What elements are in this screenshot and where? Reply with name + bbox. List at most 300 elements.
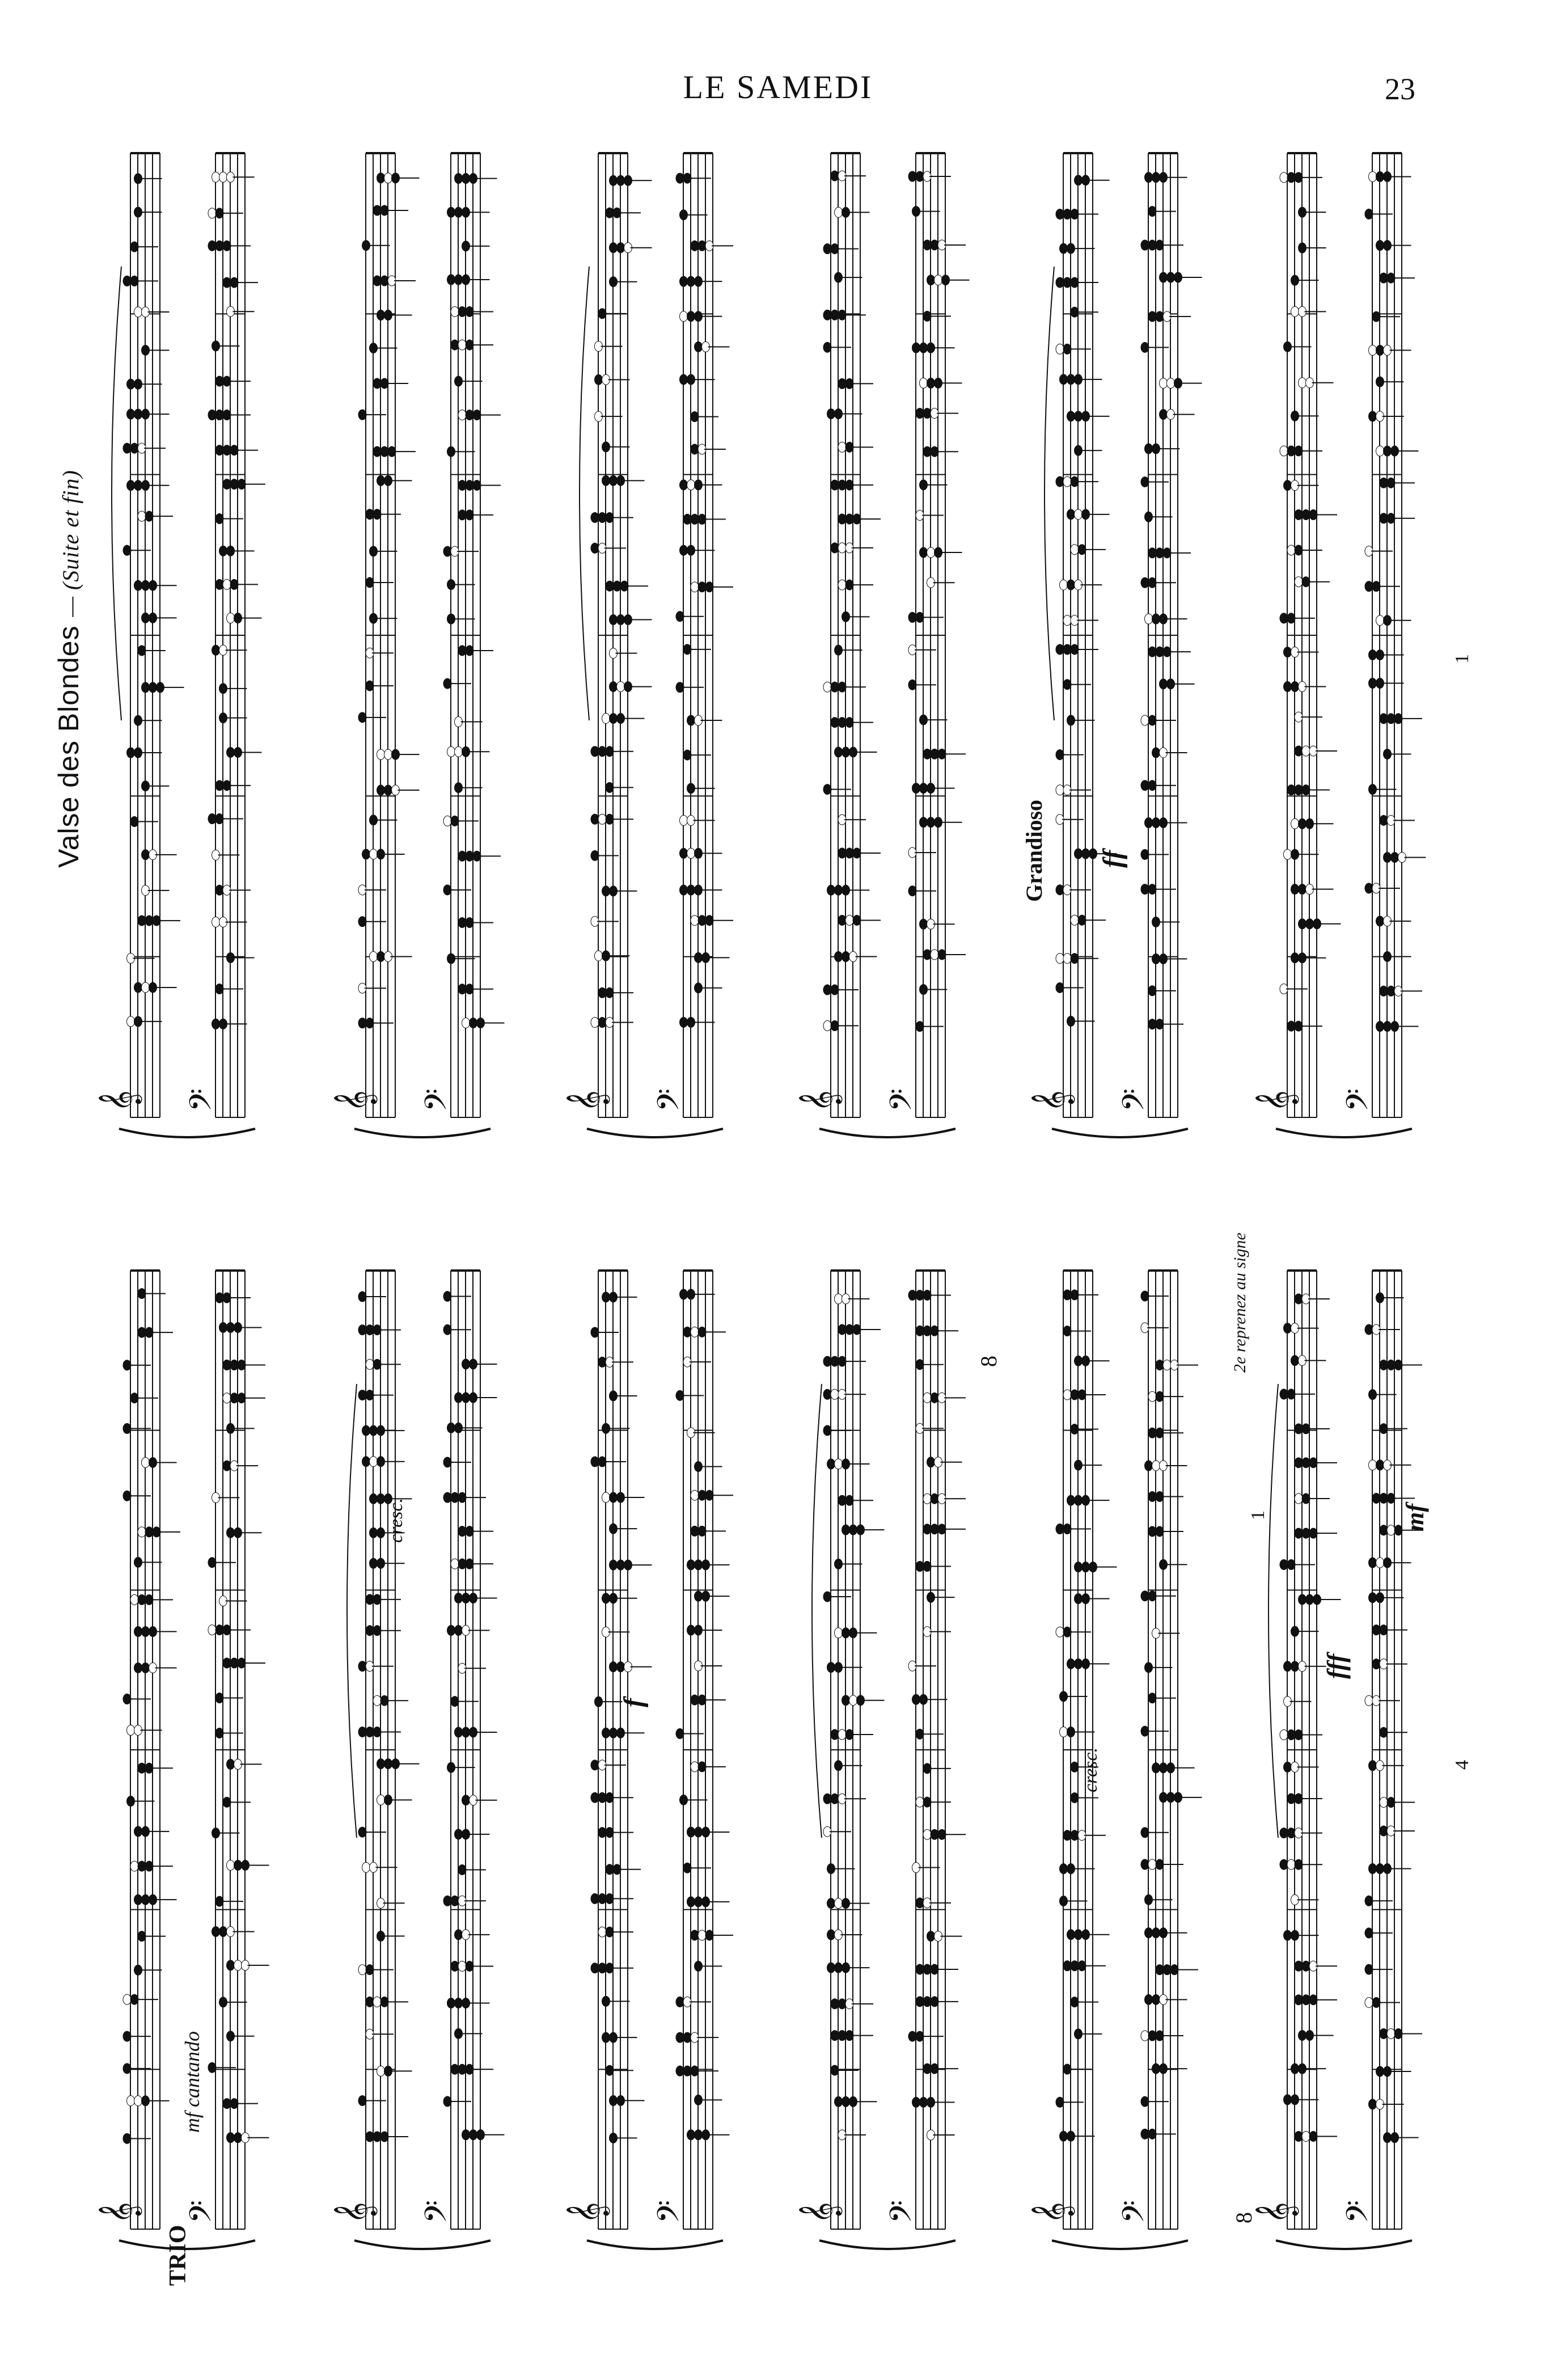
- note-head: [680, 276, 688, 286]
- note-head: [208, 208, 216, 218]
- note-head: [680, 311, 688, 322]
- bass-clef-icon: 𝄢: [652, 2200, 694, 2223]
- note-head: [916, 1997, 924, 2007]
- note-head: [130, 1861, 138, 1871]
- note-head: [838, 718, 846, 728]
- note-head: [1071, 1961, 1079, 1971]
- note-head: [142, 1457, 150, 1467]
- note-head: [1060, 374, 1068, 385]
- note-head: [1306, 1594, 1314, 1605]
- note-head: [695, 341, 703, 352]
- note-head: [1284, 1762, 1292, 1772]
- note-head: [358, 1727, 366, 1737]
- note-head: [462, 1392, 470, 1403]
- note-head: [1075, 509, 1083, 520]
- note-head: [1148, 1491, 1156, 1501]
- note-head: [931, 1392, 938, 1403]
- note-head: [912, 343, 920, 353]
- note-head: [687, 1625, 695, 1635]
- note-head: [598, 746, 606, 757]
- note-head: [683, 2032, 691, 2043]
- note-head: [466, 410, 473, 420]
- note-head: [1167, 378, 1175, 389]
- note-head: [377, 173, 385, 183]
- note-head: [691, 582, 699, 592]
- note-head: [1141, 780, 1149, 791]
- note-head: [823, 1389, 831, 1399]
- note-head: [1369, 1460, 1377, 1470]
- note-head: [1384, 446, 1392, 456]
- note-head: [377, 310, 385, 320]
- note-head: [462, 174, 470, 184]
- note-head: [691, 1526, 699, 1536]
- note-head: [1287, 172, 1295, 183]
- note-head: [373, 446, 381, 457]
- note-head: [680, 885, 688, 895]
- piece-title-sub: — (Suite et fin): [58, 470, 83, 617]
- note-head: [123, 1994, 131, 2005]
- note-head: [451, 2064, 459, 2074]
- note-head: [1152, 172, 1160, 183]
- note-head: [466, 851, 473, 861]
- note-head: [138, 1861, 146, 1871]
- note-head: [935, 275, 942, 285]
- note-head: [602, 714, 610, 724]
- note-head: [1284, 849, 1292, 859]
- note-head: [358, 1325, 366, 1335]
- note-head: [1063, 615, 1071, 626]
- note-head: [591, 543, 599, 553]
- note-head: [923, 408, 931, 419]
- note-head: [1302, 1528, 1310, 1538]
- note-head: [591, 814, 599, 824]
- note-head: [227, 748, 235, 758]
- note-head: [362, 1862, 370, 1872]
- note-head: [455, 1392, 463, 1403]
- treble-clef-icon: 𝄞: [334, 1090, 376, 1112]
- note-head: [234, 1960, 242, 1970]
- note-head: [1160, 410, 1168, 420]
- note-head: [1141, 1859, 1149, 1870]
- note-head: [1302, 1458, 1310, 1468]
- note-head: [1384, 1022, 1392, 1032]
- note-head: [1387, 714, 1395, 724]
- note-head: [366, 1325, 374, 1335]
- note-head: [687, 276, 695, 286]
- system-brace: [1052, 1129, 1188, 1137]
- note-head: [142, 613, 150, 623]
- note-head: [1376, 1864, 1384, 1874]
- note-head: [219, 172, 227, 182]
- note-head: [1287, 785, 1295, 795]
- note-head: [591, 1893, 599, 1904]
- treble-clef-icon: 𝄞: [799, 2202, 841, 2223]
- note-head: [1056, 476, 1064, 487]
- note-head: [1280, 172, 1288, 183]
- note-head: [920, 2097, 928, 2107]
- note-head: [838, 514, 846, 524]
- note-head: [223, 445, 231, 455]
- note-head: [208, 1625, 216, 1635]
- note-head: [1163, 1360, 1171, 1370]
- note-head: [358, 1661, 366, 1672]
- note-head: [208, 814, 216, 824]
- note-head: [823, 985, 831, 995]
- note-head: [923, 1997, 931, 2007]
- footnote-mark-right: 4: [1452, 1760, 1473, 1770]
- note-head: [234, 1860, 242, 1871]
- note-head: [920, 919, 928, 929]
- note-head: [1284, 2095, 1292, 2105]
- note-head: [602, 1492, 610, 1503]
- note-head: [835, 1963, 843, 1973]
- note-head: [831, 1999, 839, 2009]
- footnote-mark-left: 1: [1452, 654, 1473, 664]
- note-head: [1148, 1526, 1156, 1537]
- note-head: [138, 1527, 146, 1537]
- note-head: [223, 277, 231, 288]
- note-head: [927, 275, 935, 285]
- note-head: [377, 951, 385, 961]
- note-head: [1056, 953, 1064, 964]
- note-head: [455, 1593, 463, 1603]
- note-head: [1075, 411, 1083, 421]
- note-head: [138, 1594, 146, 1605]
- note-head: [462, 1593, 470, 1603]
- piece-title-main: Valse des Blondes: [53, 625, 84, 868]
- note-head: [458, 1526, 466, 1537]
- note-head: [831, 480, 839, 490]
- note-head: [827, 1459, 835, 1469]
- note-head: [130, 443, 138, 453]
- note-head: [1148, 240, 1156, 250]
- note-head: [610, 175, 618, 185]
- note-head: [595, 374, 603, 385]
- note-head: [1372, 1659, 1380, 1669]
- treble-clef-icon: 𝄞: [1031, 1090, 1073, 1112]
- note-head: [591, 1760, 599, 1770]
- note-head: [683, 514, 691, 524]
- note-head: [451, 1961, 459, 1971]
- marking-cresc-2: cresc.: [1080, 1748, 1101, 1792]
- note-head: [223, 1360, 231, 1370]
- note-head: [687, 715, 695, 725]
- note-head: [447, 207, 455, 217]
- note-head: [835, 952, 843, 962]
- note-head: [691, 444, 699, 454]
- note-head: [1299, 1594, 1306, 1605]
- note-head: [842, 1525, 850, 1535]
- system-brace: [1276, 1129, 1412, 1137]
- note-head: [823, 1794, 831, 1804]
- note-head: [219, 1926, 227, 1936]
- note-head: [1145, 1461, 1153, 1471]
- note-head: [1376, 345, 1384, 356]
- note-head: [1071, 1830, 1079, 1841]
- note-head: [1160, 1792, 1168, 1803]
- note-head: [1299, 919, 1306, 929]
- note-head: [377, 1759, 385, 1769]
- note-head: [1280, 1389, 1288, 1399]
- note-head: [610, 1492, 618, 1503]
- note-head: [1060, 2131, 1068, 2141]
- note-head: [1280, 1559, 1288, 1569]
- note-head: [698, 1930, 706, 1940]
- note-head: [610, 714, 618, 724]
- note-head: [1376, 446, 1384, 456]
- note-head: [923, 1493, 931, 1504]
- note-head: [687, 848, 695, 858]
- note-head: [835, 2096, 843, 2107]
- note-head: [455, 275, 463, 285]
- note-head: [1145, 444, 1153, 454]
- note-head: [838, 2031, 846, 2041]
- note-head: [838, 543, 846, 553]
- note-head: [923, 1524, 931, 1534]
- note-head: [1145, 172, 1153, 183]
- note-head: [358, 1390, 366, 1400]
- note-head: [142, 982, 150, 993]
- note-head: [123, 276, 131, 286]
- note-head: [458, 510, 466, 520]
- system-brace: [354, 2240, 491, 2249]
- note-head: [227, 1960, 235, 1970]
- note-head: [470, 2130, 477, 2140]
- note-head: [908, 612, 916, 622]
- note-head: [366, 509, 374, 520]
- note-head: [1145, 1928, 1153, 1938]
- note-head: [142, 580, 150, 590]
- note-head: [1384, 853, 1392, 863]
- system-brace: [819, 1129, 955, 1137]
- note-head: [1148, 1019, 1156, 1029]
- note-head: [373, 1997, 381, 2007]
- marking-ottava-2: 8: [1231, 2212, 1257, 2223]
- note-head: [1302, 509, 1310, 520]
- note-head: [1141, 2129, 1149, 2139]
- note-head: [835, 1628, 843, 1638]
- note-head: [838, 1729, 846, 1740]
- slur: [580, 267, 589, 720]
- note-head: [215, 240, 223, 251]
- note-head: [838, 378, 846, 389]
- note-head: [687, 311, 695, 322]
- note-head: [366, 1997, 374, 2007]
- note-head: [823, 682, 831, 692]
- note-head: [606, 581, 614, 591]
- system-brace: [354, 1129, 491, 1137]
- note-head: [370, 1558, 378, 1568]
- note-head: [1280, 613, 1288, 623]
- note-head: [458, 645, 466, 656]
- note-head: [377, 475, 385, 486]
- note-head: [1063, 1290, 1071, 1300]
- note-head: [680, 848, 688, 858]
- note-head: [1280, 1729, 1288, 1740]
- note-head: [458, 918, 466, 928]
- note-head: [617, 682, 625, 692]
- note-head: [134, 480, 142, 491]
- note-head: [1156, 311, 1164, 322]
- note-head: [908, 2031, 916, 2041]
- note-head: [1365, 581, 1373, 592]
- note-head: [1291, 1661, 1299, 1672]
- note-head: [1376, 1558, 1384, 1568]
- note-head: [1145, 818, 1153, 828]
- note-head: [827, 1662, 835, 1673]
- note-head: [923, 2063, 931, 2074]
- note-head: [680, 480, 688, 490]
- note-head: [1376, 171, 1384, 182]
- note-head: [598, 1828, 606, 1838]
- note-head: [1141, 884, 1149, 894]
- bass-clef-icon: 𝄢: [419, 1088, 461, 1112]
- note-head: [142, 850, 150, 860]
- note-head: [380, 446, 388, 457]
- note-head: [687, 1897, 695, 1907]
- note-head: [680, 374, 688, 385]
- note-head: [916, 408, 924, 419]
- marking-ottava-1: 8: [976, 1356, 1001, 1367]
- note-head: [443, 1896, 451, 1906]
- note-head: [610, 1560, 618, 1570]
- note-head: [617, 175, 625, 185]
- note-head: [831, 718, 839, 728]
- treble-clef-icon: 𝄞: [1255, 1090, 1297, 1112]
- note-head: [1056, 885, 1064, 895]
- treble-clef-icon: 𝄞: [99, 2202, 141, 2223]
- note-head: [234, 2133, 242, 2143]
- note-head: [1082, 849, 1090, 859]
- note-head: [1291, 884, 1299, 894]
- treble-clef-icon: 𝄞: [334, 2202, 376, 2223]
- note-head: [458, 2064, 466, 2074]
- note-head: [1287, 446, 1295, 456]
- marking-first-ending: 1: [1248, 1510, 1269, 1520]
- note-head: [916, 1326, 924, 1336]
- note-head: [842, 747, 850, 757]
- note-head: [1056, 1524, 1064, 1534]
- note-head: [1369, 1558, 1377, 1568]
- note-head: [212, 917, 220, 927]
- note-head: [931, 1829, 938, 1839]
- note-head: [458, 306, 466, 317]
- note-head: [842, 1695, 850, 1706]
- note-head: [1380, 273, 1388, 283]
- note-head: [1156, 548, 1164, 558]
- note-head: [443, 816, 451, 826]
- note-head: [462, 1795, 470, 1805]
- note-head: [1152, 2063, 1160, 2074]
- marking-trio: TRIO: [165, 2225, 191, 2286]
- treble-clef-icon: 𝄞: [1255, 2202, 1297, 2223]
- note-head: [470, 1018, 477, 1028]
- note-head: [142, 1627, 150, 1637]
- note-head: [227, 613, 235, 623]
- note-head: [823, 1020, 831, 1031]
- note-head: [1369, 2099, 1377, 2109]
- system-brace: [819, 2240, 955, 2249]
- note-head: [1380, 1493, 1388, 1504]
- note-head: [1056, 644, 1064, 655]
- note-head: [1376, 2066, 1384, 2077]
- note-head: [215, 1625, 223, 1635]
- note-head: [462, 2130, 470, 2140]
- note-head: [1067, 411, 1075, 421]
- note-head: [215, 445, 223, 455]
- note-head: [1287, 1828, 1295, 1838]
- note-head: [691, 915, 699, 926]
- note-head: [462, 1727, 470, 1737]
- note-head: [1380, 986, 1388, 996]
- note-head: [455, 1930, 463, 1940]
- note-head: [691, 1327, 699, 1337]
- note-head: [455, 1625, 463, 1635]
- note-head: [1141, 715, 1149, 725]
- note-head: [1063, 644, 1071, 655]
- note-head: [680, 545, 688, 555]
- note-head: [1380, 1797, 1388, 1808]
- note-head: [923, 240, 931, 250]
- note-head: [691, 240, 699, 251]
- note-head: [230, 1360, 238, 1370]
- note-head: [927, 1931, 935, 1942]
- note-head: [602, 1593, 610, 1603]
- note-head: [598, 1893, 606, 1904]
- note-head: [845, 848, 853, 858]
- note-head: [838, 480, 846, 490]
- note-head: [370, 1493, 378, 1504]
- note-head: [1152, 748, 1160, 758]
- note-head: [458, 410, 466, 420]
- note-head: [680, 1289, 688, 1299]
- note-head: [931, 240, 938, 250]
- note-head: [366, 2132, 374, 2142]
- note-head: [831, 1389, 839, 1399]
- system-brace: [1052, 2240, 1188, 2249]
- note-head: [1156, 1360, 1164, 1370]
- note-head: [447, 275, 455, 285]
- note-head: [1141, 240, 1149, 250]
- note-head: [683, 1327, 691, 1337]
- note-head: [695, 2130, 703, 2140]
- note-head: [676, 2032, 684, 2043]
- system-brace: [587, 2240, 723, 2249]
- note-head: [838, 1495, 846, 1505]
- marking-cresc-1: cresc.: [386, 1498, 407, 1543]
- note-head: [1287, 545, 1295, 555]
- note-head: [362, 849, 370, 859]
- note-head: [831, 1729, 839, 1740]
- note-head: [127, 480, 135, 491]
- note-head: [451, 1559, 459, 1569]
- note-head: [591, 1963, 599, 1973]
- note-head: [610, 615, 618, 625]
- note-head: [831, 543, 839, 553]
- note-head: [1369, 1864, 1377, 1874]
- note-head: [223, 1658, 231, 1668]
- note-head: [923, 950, 931, 960]
- note-head: [362, 1457, 370, 1467]
- note-head: [138, 1327, 146, 1337]
- note-head: [127, 1016, 135, 1027]
- note-head: [835, 747, 843, 757]
- note-head: [223, 2099, 231, 2109]
- note-head: [823, 1356, 831, 1366]
- note-head: [370, 1527, 378, 1538]
- note-head: [1280, 446, 1288, 456]
- system-brace: [119, 1129, 255, 1137]
